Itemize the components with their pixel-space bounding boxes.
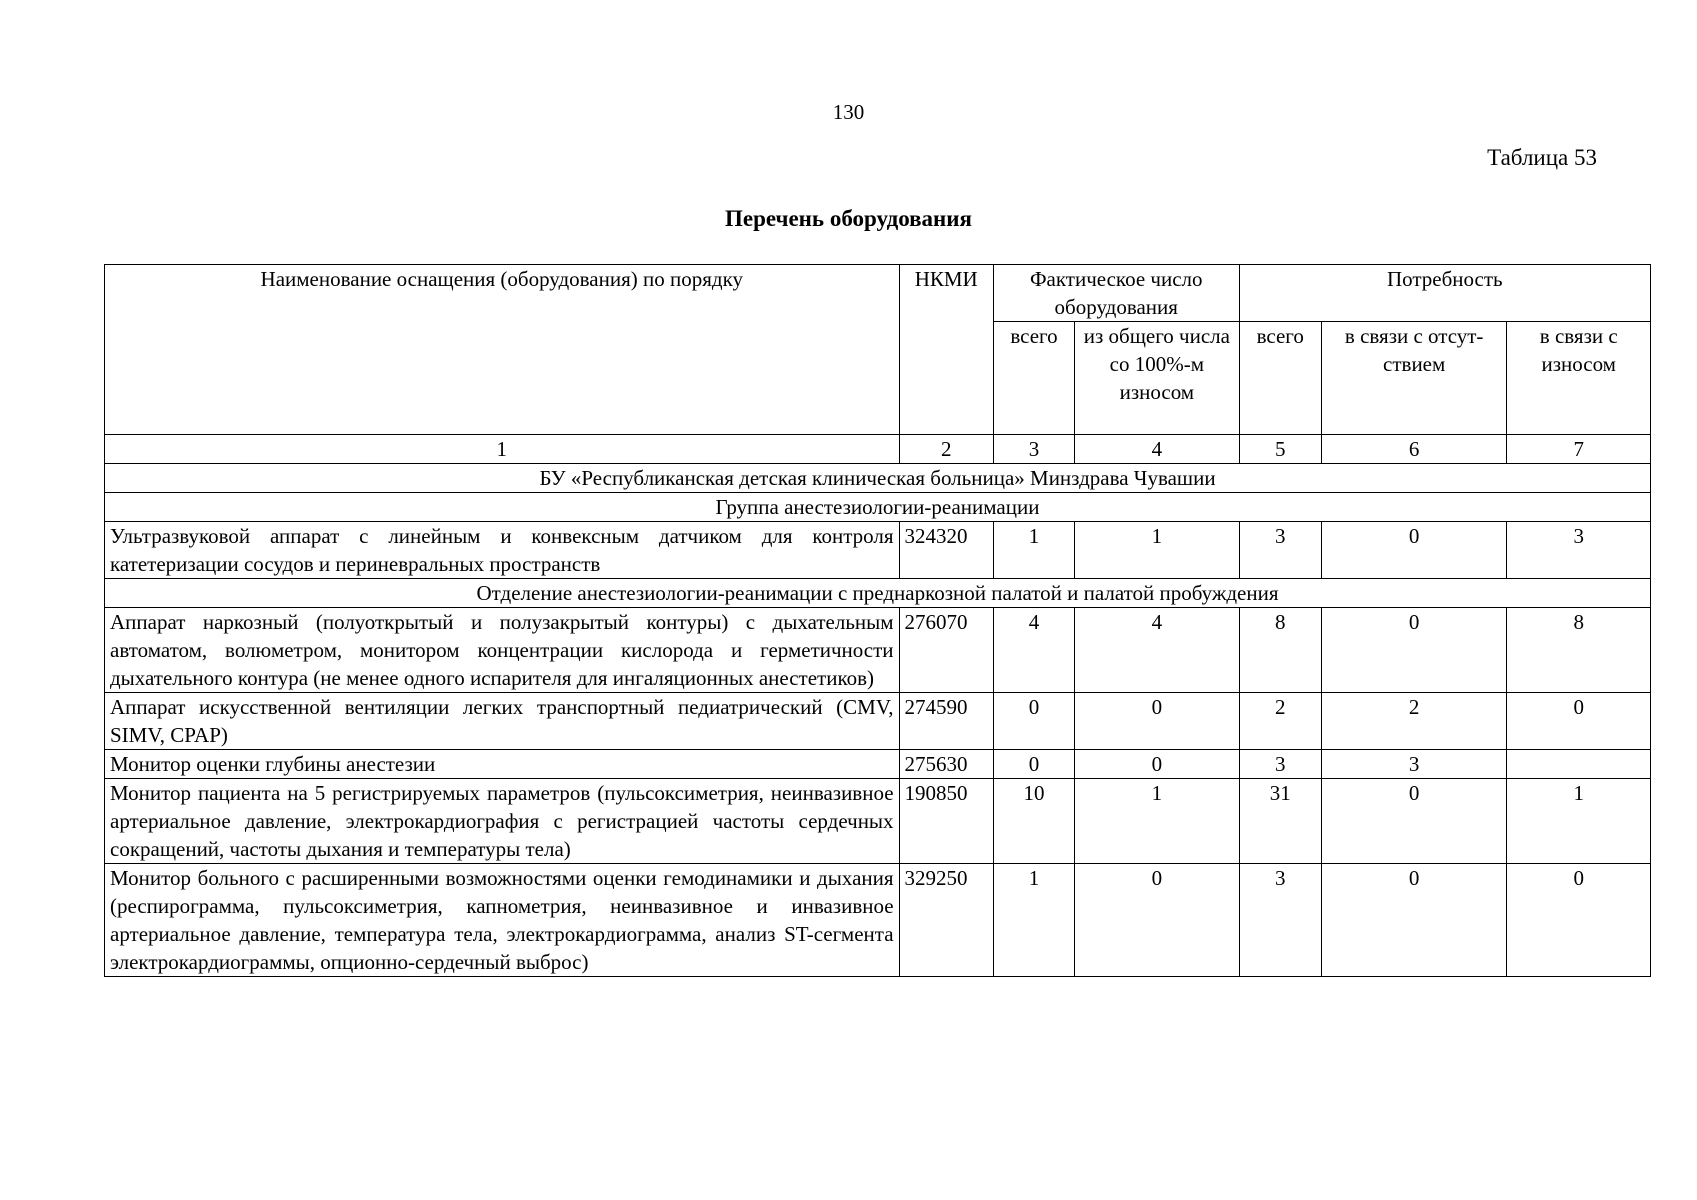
need-wear-value: 0 [1507, 864, 1651, 977]
need-total-value: 3 [1239, 864, 1321, 977]
need-total-value: 8 [1239, 608, 1321, 693]
group-title: Отделение анестезиологии-реанимации с преднаркозной палатой и палатой пробуждения [105, 579, 1651, 608]
need-absence-value: 2 [1321, 693, 1507, 750]
need-absence-value: 0 [1321, 779, 1507, 864]
actual-total-value: 4 [993, 608, 1074, 693]
need-total-value: 2 [1239, 693, 1321, 750]
need-wear-value [1507, 750, 1651, 779]
equipment-name: Аппарат наркозный (полуоткрытый и полузакрытый контуры) с дыхательным автоматом, волюметром, монитором концентрации кислорода и герметичности дыхательного контура (не менее одного испарителя для ингаляционных анестетиков) [105, 608, 900, 693]
nkmi-code: 274590 [899, 693, 993, 750]
header-name: Наименование оснащения (оборудования) по порядку [105, 265, 900, 435]
need-wear-value: 0 [1507, 693, 1651, 750]
institution-name: БУ «Республиканская детская клиническая больница» Минздрава Чувашии [105, 464, 1651, 493]
equipment-name: Монитор больного с расширенными возможностями оценки гемодинамики и дыхания (респирограмма, пульсоксиметрия, капнометрия, неинвазивное и инвазивное артериальное давление, температура тела, электрокардиограмма, анализ ST-сегмента электрокардиограммы, опционно-сердечный выброс) [105, 864, 900, 977]
actual-worn-value: 1 [1075, 779, 1240, 864]
header-need: Потребность [1239, 265, 1650, 322]
document-title: Перечень оборудования [724, 206, 973, 231]
table-row [105, 522, 1651, 579]
actual-total-value: 0 [993, 750, 1074, 779]
actual-worn-value: 1 [1075, 522, 1240, 579]
need-total-value: 3 [1239, 750, 1321, 779]
header-actual-total: всего [993, 322, 1074, 435]
table-row [105, 779, 1651, 864]
header-actual: Фактическое число оборудования [993, 265, 1239, 322]
table-row [105, 750, 1651, 779]
nkmi-code: 329250 [899, 864, 993, 977]
actual-worn-value: 0 [1075, 864, 1240, 977]
column-number: 6 [1321, 435, 1507, 464]
actual-total-value: 1 [993, 864, 1074, 977]
nkmi-code: 275630 [899, 750, 993, 779]
table-label: Таблица 53 [1487, 145, 1597, 170]
actual-worn-value: 0 [1075, 750, 1240, 779]
column-number: 4 [1075, 435, 1240, 464]
need-absence-value: 0 [1321, 864, 1507, 977]
header-need-absence: в связи с отсут-ствием [1321, 322, 1507, 435]
institution-row [105, 464, 1651, 493]
nkmi-code: 276070 [899, 608, 993, 693]
column-number: 3 [993, 435, 1074, 464]
actual-total-value: 10 [993, 779, 1074, 864]
table-row [105, 864, 1651, 977]
equipment-name: Ультразвуковой аппарат с линейным и конвексным датчиком для контроля катетеризации сосудов и периневральных пространств [105, 522, 900, 579]
need-total-value: 31 [1239, 779, 1321, 864]
table-row [105, 693, 1651, 750]
actual-worn-value: 0 [1075, 693, 1240, 750]
column-number: 1 [105, 435, 900, 464]
equipment-table [104, 264, 1651, 977]
column-number: 2 [899, 435, 993, 464]
header-need-total: всего [1239, 322, 1321, 435]
group-title: Группа анестезиологии-реанимации [105, 493, 1651, 522]
need-absence-value: 3 [1321, 750, 1507, 779]
header-nkmi: НКМИ [899, 265, 993, 435]
group-row [105, 493, 1651, 522]
need-absence-value: 0 [1321, 608, 1507, 693]
nkmi-code: 190850 [899, 779, 993, 864]
group-row [105, 579, 1651, 608]
nkmi-code: 324320 [899, 522, 993, 579]
need-wear-value: 3 [1507, 522, 1651, 579]
table-row [105, 608, 1651, 693]
actual-worn-value: 4 [1075, 608, 1240, 693]
need-total-value: 3 [1239, 522, 1321, 579]
header-need-wear: в связи с износом [1507, 322, 1651, 435]
column-numbers-row [105, 435, 1651, 464]
need-absence-value: 0 [1321, 522, 1507, 579]
equipment-name: Монитор пациента на 5 регистрируемых параметров (пульсоксиметрия, неинвазивное артериальное давление, электрокардиография с регистрацией частоты сердечных сокращений, частоты дыхания и температуры тела) [105, 779, 900, 864]
header-actual-worn: из общего числа со 100%-м износом [1075, 322, 1240, 435]
need-wear-value: 1 [1507, 779, 1651, 864]
page-number: 130 [832, 100, 865, 124]
equipment-name: Монитор оценки глубины анестезии [105, 750, 900, 779]
column-number: 7 [1507, 435, 1651, 464]
equipment-name: Аппарат искусственной вентиляции легких транспортный педиатрический (CMV, SIMV, CPAP) [105, 693, 900, 750]
column-number: 5 [1239, 435, 1321, 464]
header-row-1 [105, 265, 1651, 322]
actual-total-value: 0 [993, 693, 1074, 750]
need-wear-value: 8 [1507, 608, 1651, 693]
actual-total-value: 1 [993, 522, 1074, 579]
